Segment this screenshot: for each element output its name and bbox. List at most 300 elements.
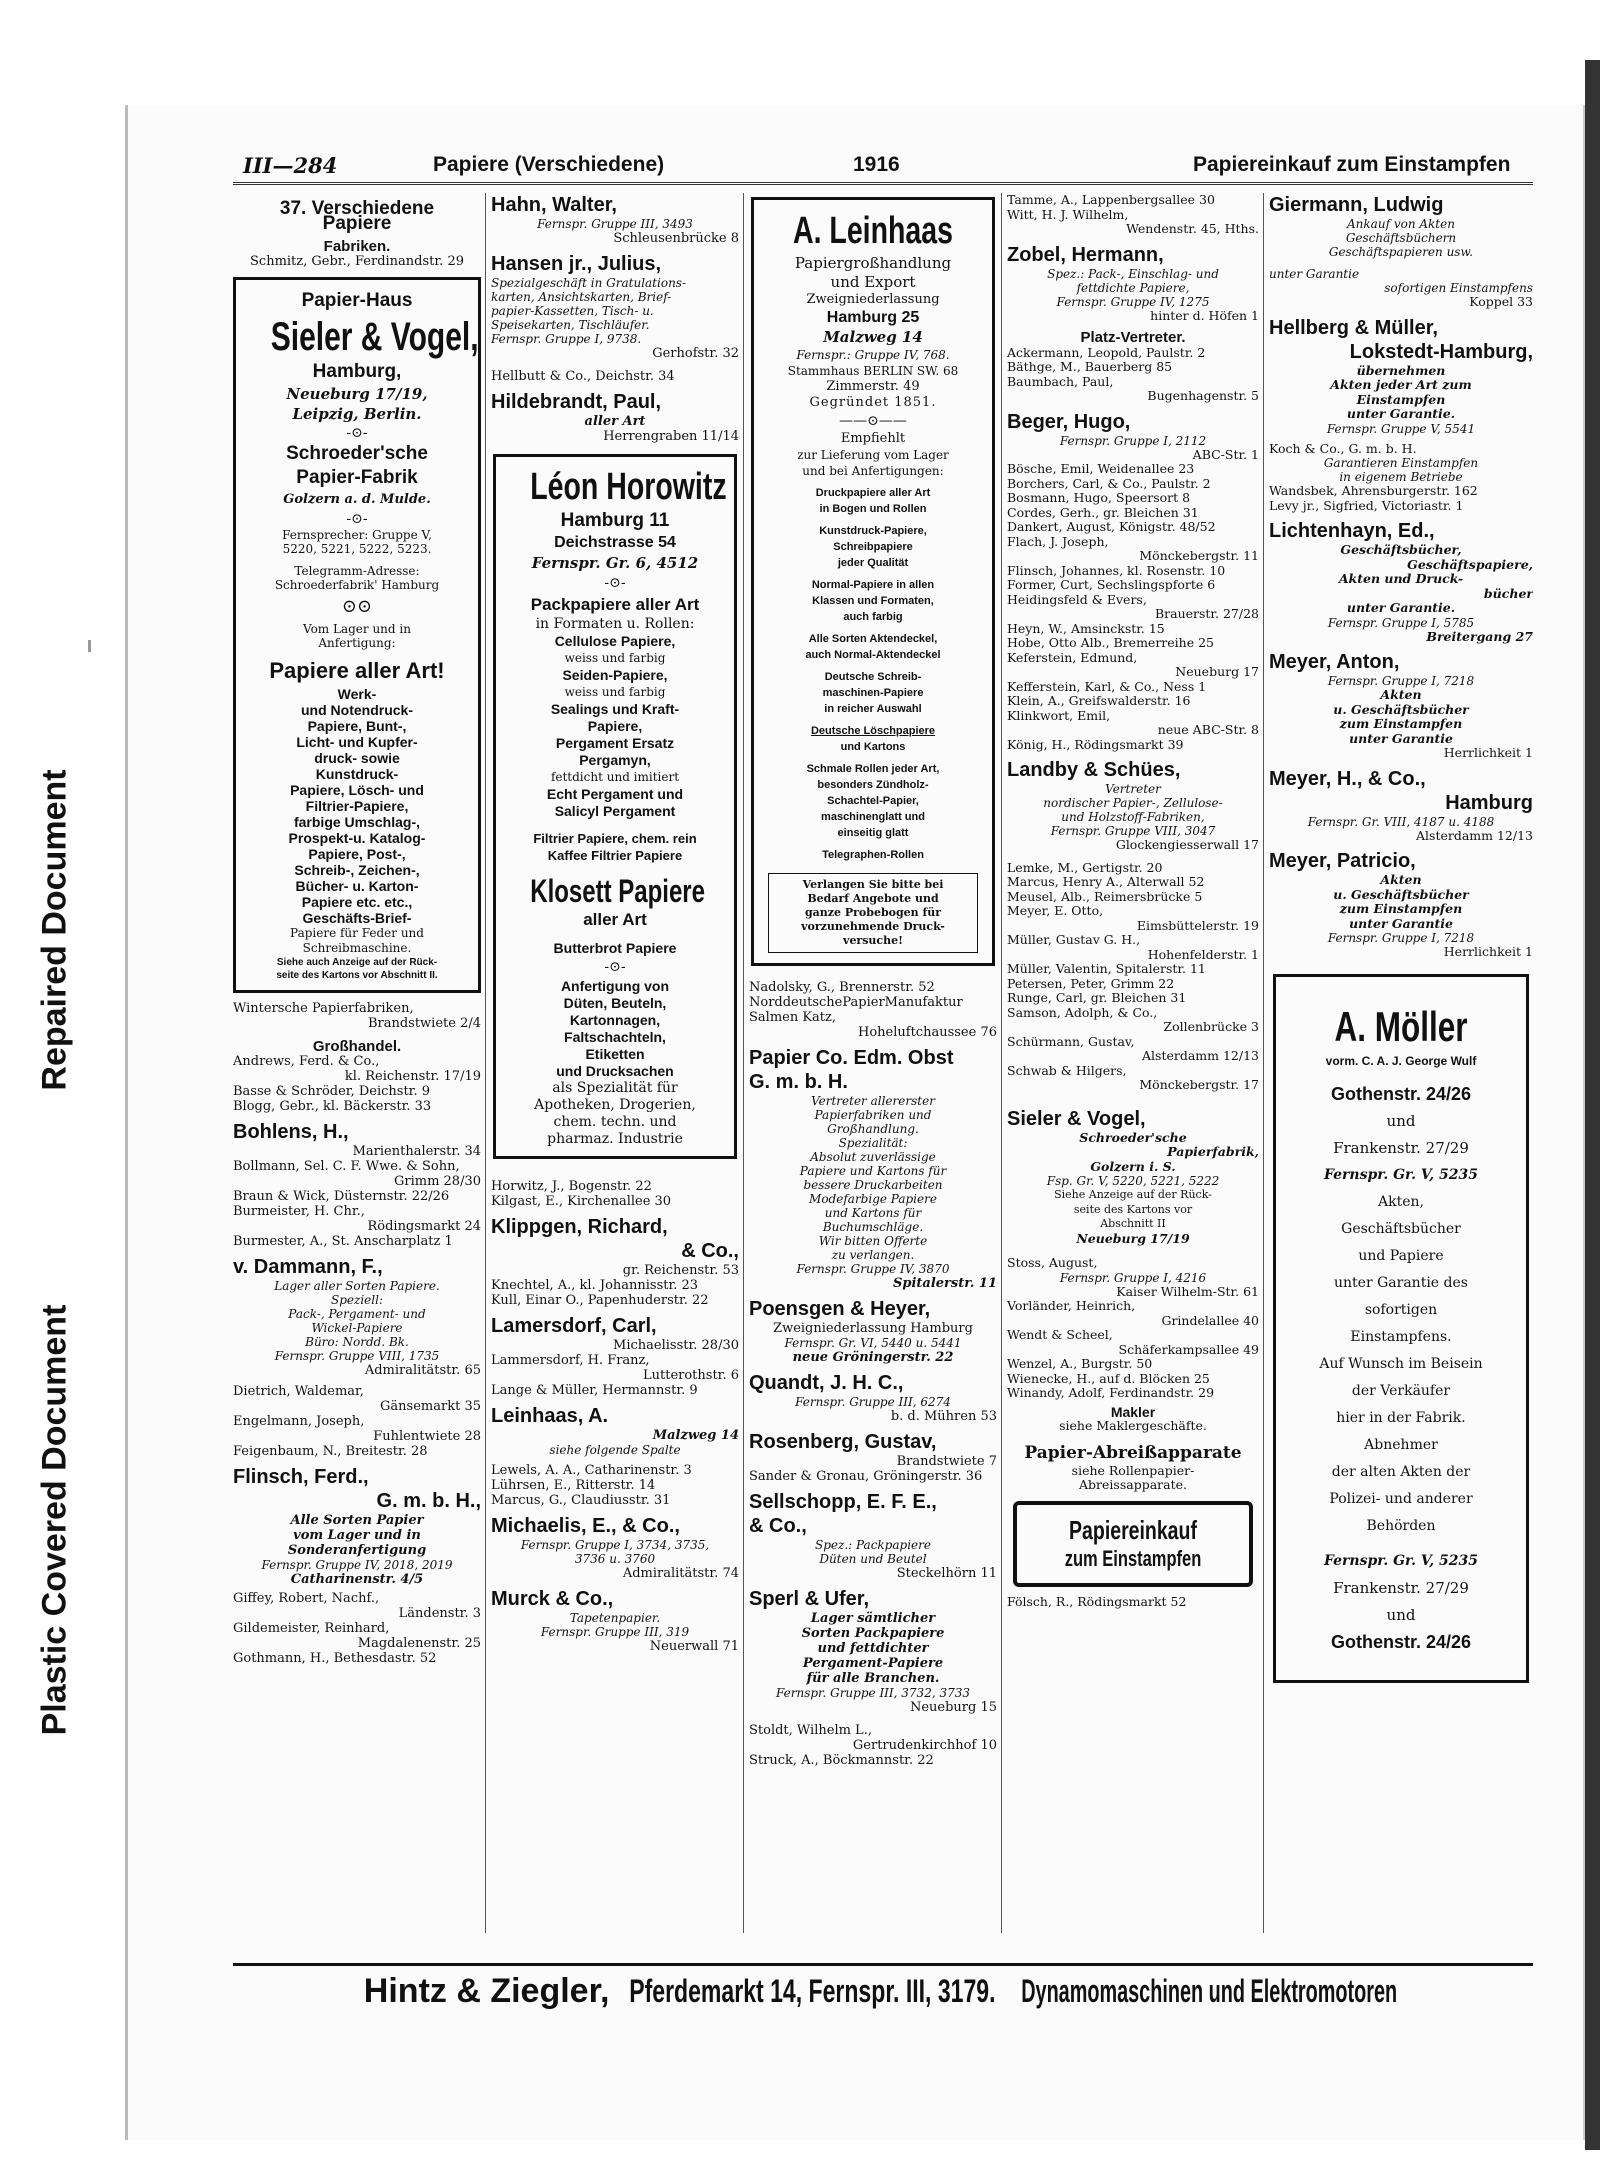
listing: Mönckebergstr. 11 xyxy=(1139,549,1259,563)
listing-detail: Papierfabrik, xyxy=(1167,1145,1259,1159)
listing: Koppel 33 xyxy=(1469,295,1533,309)
scan-edge xyxy=(1585,60,1600,2150)
ad-text: Schachtel-Papier, xyxy=(827,795,919,807)
listing-detail: bücher xyxy=(1483,586,1533,601)
listing: Herrengraben 11/14 xyxy=(603,429,739,444)
listing-detail: Lager aller Sorten Papiere. xyxy=(274,1279,440,1293)
listing: Burmester, A., St. Anscharplatz 1 xyxy=(233,1234,453,1249)
ad-text: Einstampfens. xyxy=(1350,1328,1452,1345)
listing-detail: u. Geschäftsbücher xyxy=(1333,887,1469,902)
listing: Michaelisstr. 28/30 xyxy=(613,1338,739,1353)
ad-text: hier in der Fabrik. xyxy=(1336,1409,1466,1426)
listing-detail: Fernspr. Gruppe I, 2112 xyxy=(1059,433,1207,448)
listing-name: Meyer, Patricio, xyxy=(1269,850,1416,872)
listing: Steckelhörn 11 xyxy=(896,1566,997,1581)
listing-detail: Lager sämtlicher xyxy=(810,1611,936,1626)
listing: Nadolsky, G., Brennerstr. 52 xyxy=(749,980,935,995)
ad-text: Papiere, Post-, xyxy=(308,846,406,862)
ad-text: druck- sowie xyxy=(314,750,400,766)
listing: Kull, Einar O., Papenhuderstr. 22 xyxy=(491,1293,709,1308)
ornament: ⊙⊙ xyxy=(341,596,373,617)
column-5 xyxy=(1269,193,1533,1933)
ad-text: Deutsche Löschpapiere xyxy=(810,725,936,737)
ad-notice-box xyxy=(768,873,978,953)
listing-detail: Fernspr. Gruppe I, 7218 xyxy=(1327,931,1475,945)
listing-detail: siehe folgende Spalte xyxy=(549,1443,681,1457)
ad-company-name: Léon Horowitz xyxy=(530,466,727,508)
listing-detail: Fernspr. Gr. VIII, 4187 u. 4188 xyxy=(1307,814,1495,829)
listing-detail: Geschäftsbüchern xyxy=(1345,231,1457,245)
ad-text: Siehe auch Anzeige auf der Rück- xyxy=(276,957,438,968)
listing: Brandstwiete 2/4 xyxy=(367,1016,481,1031)
ad-company-name: A. Leinhaas xyxy=(793,210,953,252)
ad-text: Neueburg 17/19, xyxy=(286,385,428,403)
listing-detail: Spezialität: xyxy=(838,1136,908,1150)
listing-name: Meyer, Anton, xyxy=(1269,651,1400,673)
listing: Gänsemarkt 35 xyxy=(380,1399,481,1414)
listing: Keferstein, Edmund, xyxy=(1007,650,1138,665)
ad-headline: Papiereinkauf xyxy=(1069,1514,1197,1545)
page-content xyxy=(233,145,1533,2130)
listing: Mönckebergstr. 17 xyxy=(1139,1078,1259,1092)
ad-text: in Bogen und Rollen xyxy=(819,503,927,515)
listing: Tamme, A., Lappenbergsallee 30 xyxy=(1007,193,1215,207)
listing-detail: Fernspr. Gruppe IV, 3870 xyxy=(796,1262,950,1276)
listing: Fuhlentwiete 28 xyxy=(373,1429,481,1444)
ad-text: Apotheken, Drogerien, xyxy=(534,1097,696,1113)
listing-detail: Speziell: xyxy=(331,1293,383,1307)
listing-name: Hahn, Walter, xyxy=(491,194,617,216)
listing: Admiralitätstr. 65 xyxy=(364,1363,481,1378)
section-title: Papiere xyxy=(322,213,392,234)
ad-text: Stammhaus BERLIN SW. 68 xyxy=(787,364,959,378)
listing: Andrews, Ferd. & Co., xyxy=(233,1054,380,1069)
ad-text: Geschäftsbücher xyxy=(1341,1220,1461,1237)
listing-detail: Fsp. Gr. V, 5220, 5221, 5222 xyxy=(1046,1174,1220,1188)
subsection-title: Fabriken. xyxy=(323,238,391,255)
listing-name: Quandt, J. H. C., xyxy=(749,1372,904,1394)
listing-detail: Catharinenstr. 4/5 xyxy=(290,1572,424,1587)
listing: Feigenbaum, N., Breitestr. 28 xyxy=(233,1444,428,1459)
listing-name: Rosenberg, Gustav, xyxy=(749,1431,937,1453)
ad-text: als Spezialität für xyxy=(552,1080,678,1096)
ad-text: auch farbig xyxy=(843,611,903,623)
listing-detail: Pergament-Papiere xyxy=(802,1656,944,1671)
listing: Winandy, Adolf, Ferdinandstr. 29 xyxy=(1007,1386,1215,1400)
column-4 xyxy=(1007,193,1259,1933)
listing-detail: Büro: Nordd. Bk. xyxy=(305,1335,409,1349)
ad-text: Fernspr.: Gruppe IV, 768. xyxy=(796,348,950,362)
column-3 xyxy=(749,193,997,1933)
listing: Hellbutt & Co., Deichstr. 34 xyxy=(491,369,675,384)
header-year: 1916 xyxy=(853,153,900,176)
listing-detail: Einstampfen xyxy=(1356,392,1446,407)
ad-text: Fernspr. Gr. V, 5235 xyxy=(1323,1166,1479,1183)
listing: Müller, Gustav G. H., xyxy=(1007,933,1141,947)
ad-text: auch Normal-Aktendeckel xyxy=(805,649,941,661)
listing-detail: u. Geschäftsbücher xyxy=(1333,702,1469,717)
listing-detail: Papierfabriken und xyxy=(814,1108,932,1122)
listing: Schwab & Hilgers, xyxy=(1007,1063,1127,1078)
ad-text: weiss und farbig xyxy=(564,651,666,665)
ad-text: Papier-Fabrik xyxy=(296,467,418,488)
listing: Wendenstr. 45, Hths. xyxy=(1126,222,1259,236)
ad-text: vorzunehmende Druck- xyxy=(801,920,945,933)
listing: Samson, Adolph, & Co., xyxy=(1007,1005,1158,1020)
ad-company-name: Sieler & Vogel, xyxy=(270,315,479,359)
ad-text: Kartonnagen, xyxy=(569,1012,661,1028)
ornament: -⊙- xyxy=(346,425,368,441)
listing-name: Poensgen & Heyer, xyxy=(749,1298,931,1320)
ad-headline: Packpapiere aller Art xyxy=(530,595,700,614)
ad-text: zum Einstampfen xyxy=(1064,1545,1202,1571)
listing: Marcus, G., Claudiusstr. 31 xyxy=(491,1493,671,1508)
ad-text: Akten, xyxy=(1378,1193,1424,1210)
ad-text: Papiere, xyxy=(587,718,643,734)
ad-text: 5220, 5221, 5222, 5223. xyxy=(282,542,432,556)
listing: Lemke, M., Gertigstr. 20 xyxy=(1007,860,1163,875)
ad-text: Butterbrot Papiere xyxy=(553,940,677,956)
listing-name: & Co., xyxy=(681,1240,739,1262)
listing: Knechtel, A., kl. Johannisstr. 23 xyxy=(491,1278,699,1293)
ad-leon-horowitz xyxy=(493,454,737,1159)
ad-text: Licht- und Kupfer- xyxy=(296,734,418,750)
ad-text: und xyxy=(1386,1605,1416,1624)
listing: Meusel, Alb., Reimersbrücke 5 xyxy=(1007,889,1203,904)
listing-detail: Akten und Druck- xyxy=(1338,572,1464,586)
listing: Witt, H. J. Wilhelm, xyxy=(1007,207,1129,222)
listing: Brandstwiete 7 xyxy=(896,1454,997,1469)
listing-detail: neue Gröningerstr. 22 xyxy=(792,1350,954,1365)
listing-name: & Co., xyxy=(749,1515,807,1537)
ad-text: Golzern a. d. Mulde. xyxy=(283,492,431,507)
listing-name: Hildebrandt, Paul, xyxy=(491,391,662,413)
ad-a-moeller xyxy=(1273,974,1529,1683)
listing-name: Beger, Hugo, xyxy=(1007,410,1131,433)
listing: Kilgast, E., Kirchenallee 30 xyxy=(491,1194,672,1209)
ad-text: Hamburg, xyxy=(312,361,402,382)
listing: Flach, J. Joseph, xyxy=(1007,534,1109,549)
ad-text: Normal-Papiere in allen xyxy=(811,579,935,591)
listing: Levy jr., Sigfried, Victoriastr. 1 xyxy=(1269,498,1464,513)
listing-detail: Akten jeder Art zum xyxy=(1330,378,1472,392)
listing: Zweigniederlassung Hamburg xyxy=(773,1321,973,1336)
listing-detail: Geschäftspapieren usw. xyxy=(1328,245,1474,259)
listing: Wienecke, H., auf d. Blöcken 25 xyxy=(1007,1371,1210,1386)
listing: Struck, A., Böckmannstr. 22 xyxy=(749,1753,934,1768)
ad-text: versuche! xyxy=(843,934,903,947)
listing-detail: bessere Druckarbeiten xyxy=(803,1178,943,1192)
listing-detail: zum Einstampfen xyxy=(1339,902,1463,916)
ad-text: Prospekt-u. Katalog- xyxy=(288,830,426,846)
page-number: III—284 xyxy=(243,153,338,178)
ad-text: Empfiehlt xyxy=(840,431,906,446)
listing-detail: Wir bitten Offerte xyxy=(818,1234,928,1248)
listing-detail: Fernspr. Gruppe V, 5541 xyxy=(1326,421,1476,436)
column-2 xyxy=(491,193,739,1933)
listing-detail: Alle Sorten Papier xyxy=(290,1513,424,1528)
listing-detail: und Holzstoff-Fabriken, xyxy=(1061,810,1205,824)
ad-text: aller Art xyxy=(583,910,647,929)
listing-detail: Spez.: Pack-, Einschlag- und xyxy=(1047,266,1219,281)
listing: ABC-Str. 1 xyxy=(1192,447,1259,462)
plastic-covered-document-label: Plastic Covered Document xyxy=(35,1304,74,1736)
ad-text: Geschäfts-Brief- xyxy=(302,910,412,926)
listing-detail: Sonderanfertigung xyxy=(287,1543,427,1558)
left-label-strip xyxy=(0,0,110,2177)
listing: kl. Reichenstr. 17/19 xyxy=(344,1069,481,1084)
listing: König, H., Rödingsmarkt 39 xyxy=(1007,737,1184,752)
listing-detail: Fernspr. Gruppe I, 7218 xyxy=(1327,674,1475,688)
listing: Bugenhagenstr. 5 xyxy=(1147,389,1259,403)
listing-name: Meyer, H., & Co., xyxy=(1269,767,1426,790)
ad-text: Zimmerstr. 49 xyxy=(826,379,920,394)
ad-text: Vom Lager und in xyxy=(303,622,411,636)
listing-detail: Pack-, Pergament- und xyxy=(288,1307,426,1321)
listing-detail: Speisekarten, Tischläufer. xyxy=(491,318,650,332)
ad-text: Telegraphen-Rollen xyxy=(822,849,924,861)
listing: Braun & Wick, Düsternstr. 22/26 xyxy=(233,1189,450,1204)
listing-name: Zobel, Hermann, xyxy=(1007,243,1164,266)
listing: neue ABC-Str. 8 xyxy=(1157,723,1259,737)
listing-detail: unter Garantie. xyxy=(1346,601,1456,615)
listing-detail: Akten xyxy=(1380,688,1422,702)
listing-detail: Absolut zuverlässige xyxy=(810,1150,936,1164)
listing: Dankert, August, Königstr. 48/52 xyxy=(1007,520,1216,534)
listing: Abreissapparate. xyxy=(1079,1478,1187,1492)
listing: Gerhofstr. 32 xyxy=(652,346,739,361)
listing-detail: aller Art xyxy=(584,414,646,429)
ad-text: Polizei- und anderer xyxy=(1329,1490,1473,1507)
listing: Petersen, Peter, Grimm 22 xyxy=(1007,976,1175,991)
listing: NorddeutschePapierManufaktur xyxy=(749,995,963,1010)
ad-text: sofortigen xyxy=(1364,1301,1438,1318)
listing-name: Bohlens, H., xyxy=(233,1121,349,1143)
listing: Neueburg 17 xyxy=(1175,665,1259,679)
ad-text: Echt Pergament und xyxy=(546,786,684,802)
ad-text: Sealings und Kraft- xyxy=(550,701,680,717)
listing-detail: Golzern i. S. xyxy=(1090,1159,1176,1174)
ad-text: Anfertigung: xyxy=(318,636,396,650)
listing-detail: Tapetenpapier. xyxy=(569,1611,661,1625)
ad-text: Kunstdruck- xyxy=(315,766,399,782)
listing-detail: Großhandlung. xyxy=(827,1122,919,1136)
ad-text: fettdicht und imitiert xyxy=(550,770,680,784)
listing: Lange & Müller, Hermannstr. 9 xyxy=(491,1383,698,1398)
ad-text: Frankenstr. 27/29 xyxy=(1333,1578,1469,1597)
ad-text: Schreib-, Zeichen-, xyxy=(294,862,420,878)
listing-name: Lichtenhayn, Ed., xyxy=(1269,520,1435,542)
footer-address: Pferdemarkt 14, Fernspr. III, 3179. xyxy=(629,1973,996,2009)
listing: Ländenstr. 3 xyxy=(398,1606,481,1621)
listing: Bäthge, M., Bauerberg 85 xyxy=(1007,360,1173,374)
ad-text: Schmale Rollen jeder Art, xyxy=(806,763,940,775)
ad-text: Hamburg 11 xyxy=(560,510,670,531)
footer-company: Hintz & Ziegler, xyxy=(363,1972,610,2010)
ornament: ——⊙—— xyxy=(839,413,907,429)
ad-text: Werk- xyxy=(337,686,377,702)
listing-detail: Wickel-Papiere xyxy=(311,1321,403,1335)
ad-text: vorm. C. A. J. George Wulf xyxy=(1325,1053,1477,1068)
listing-detail: nordischer Papier-, Zellulose- xyxy=(1043,796,1223,810)
listing-detail: Akten xyxy=(1380,873,1422,887)
ad-text: Deutsche Schreib- xyxy=(824,671,922,683)
ad-text: und Papiere xyxy=(1358,1247,1444,1264)
ad-text: in reicher Auswahl xyxy=(824,703,922,715)
column-rule xyxy=(485,193,486,1933)
listing: siehe Maklergeschäfte. xyxy=(1059,1419,1207,1433)
listing: Bosmann, Hugo, Speersort 8 xyxy=(1007,491,1191,505)
listing: Schmitz, Gebr., Ferdinandstr. 29 xyxy=(250,254,464,269)
listing-detail: Vertreter xyxy=(1105,782,1161,796)
listing: Wenzel, A., Burgstr. 50 xyxy=(1007,1357,1153,1371)
listing: Bösche, Emil, Weidenallee 23 xyxy=(1007,462,1195,476)
listing-detail: zum Einstampfen xyxy=(1339,717,1463,731)
listing-detail: Spezialgeschäft in Gratulations- xyxy=(491,276,687,290)
listing-detail: unter Garantie xyxy=(1269,267,1360,281)
ad-text: und Notendruck- xyxy=(301,702,413,718)
ad-text: Salicyl Pergament xyxy=(554,803,676,819)
ad-text: Kunstdruck-Papiere, xyxy=(819,525,927,537)
listing-name: Landby & Schües, xyxy=(1007,759,1181,781)
listing-detail: Schroeder'sche xyxy=(1079,1130,1187,1145)
ad-company-name: A. Möller xyxy=(1334,1002,1468,1050)
ad-text: Druckpapiere aller Art xyxy=(815,487,931,499)
ad-text: Malzweg 14 xyxy=(823,328,923,346)
listing: Fölsch, R., Rödingsmarkt 52 xyxy=(1007,1594,1187,1609)
listing-name: Hansen jr., Julius, xyxy=(491,253,662,275)
listing: Lewels, A. A., Catharinenstr. 3 xyxy=(491,1463,692,1478)
ornament: -⊙- xyxy=(346,511,368,527)
footer-advertisement xyxy=(233,1963,1533,2017)
ad-text: Verlangen Sie bitte bei xyxy=(802,878,944,891)
listing-detail: Fernspr. Gruppe VIII, 3047 xyxy=(1050,824,1216,838)
listing-name: Sieler & Vogel, xyxy=(1007,1107,1146,1130)
listing: Horwitz, J., Bogenstr. 22 xyxy=(491,1179,652,1194)
listing-detail: sofortigen Einstampfens xyxy=(1384,281,1533,295)
ad-text: Fernsprecher: Gruppe V, xyxy=(282,528,432,542)
ad-text: Hamburg 25 xyxy=(826,309,920,326)
listing-detail: Fernspr. Gruppe III, 3493 xyxy=(537,217,693,231)
ad-text: Kaffee Filtrier Papiere xyxy=(547,848,683,863)
listing: Magdalenenstr. 25 xyxy=(357,1636,481,1651)
listing-detail: Ankauf von Akten xyxy=(1347,217,1455,231)
listing: Hoheluftchaussee 76 xyxy=(858,1025,997,1040)
listing: Zollenbrücke 3 xyxy=(1163,1020,1259,1034)
listing: Giffey, Robert, Nachf., xyxy=(233,1591,380,1606)
listing: Basse & Schröder, Deichstr. 9 xyxy=(233,1084,430,1099)
listing: Rödingsmarkt 24 xyxy=(367,1219,481,1234)
ad-text: Papier-Haus xyxy=(301,290,413,311)
listing: Baumbach, Paul, xyxy=(1007,374,1114,389)
ad-text: Auf Wunsch im Beisein xyxy=(1319,1355,1483,1372)
ad-text: und Export xyxy=(830,273,916,291)
listing-name: Lamersdorf, Carl, xyxy=(491,1315,657,1337)
listing: Abschnitt II xyxy=(1100,1217,1166,1230)
listing: Gildemeister, Reinhard, xyxy=(233,1621,390,1636)
ad-text: Zweigniederlassung xyxy=(806,292,940,307)
ad-text: Schreibmaschine. xyxy=(302,941,412,955)
listing-detail: Düten und Beutel xyxy=(819,1552,927,1566)
header-left-title: Papiere (Verschiedene) xyxy=(433,153,665,176)
listing: Borchers, Carl, & Co., Paulstr. 2 xyxy=(1007,476,1211,491)
ad-text: und xyxy=(1386,1111,1416,1130)
ad-text: Papiere, Bunt-, xyxy=(307,718,407,734)
listing: Sander & Gronau, Gröningerstr. 36 xyxy=(749,1469,983,1484)
listing: Flinsch, Johannes, kl. Rosenstr. 10 xyxy=(1007,563,1226,578)
ad-text: Klassen und Formaten, xyxy=(812,595,934,607)
listing: Vorländer, Heinrich, xyxy=(1007,1299,1136,1313)
ad-text: Faltschachteln, xyxy=(564,1029,666,1045)
ad-text: chem. techn. und xyxy=(553,1114,677,1130)
listing-detail: zu verlangen. xyxy=(831,1248,915,1262)
ad-text: Papiere etc. etc., xyxy=(301,894,413,910)
ad-text: zur Lieferung vom Lager xyxy=(797,448,949,462)
listing-detail: Fernspr. Gruppe VIII, 1735 xyxy=(274,1349,440,1363)
listing-detail: und Kartons für xyxy=(824,1206,922,1220)
listing-detail: Fernspr. Gruppe IV, 1275 xyxy=(1056,294,1210,309)
listing: Lutterothstr. 6 xyxy=(642,1368,739,1383)
listing: Blogg, Gebr., kl. Bäckerstr. 33 xyxy=(233,1099,432,1114)
listing-name: Sellschopp, E. F. E., xyxy=(749,1491,937,1513)
subsection-title: Makler xyxy=(1110,1403,1156,1420)
listing: Heyn, W., Amsinckstr. 15 xyxy=(1007,621,1165,636)
listing: Stoldt, Wilhelm L., xyxy=(749,1723,872,1738)
section-title: 37. Verschiedene xyxy=(279,198,435,219)
listing-detail: unter Garantie. xyxy=(1346,407,1456,421)
listing-detail: Geschäftsbücher, xyxy=(1340,543,1462,557)
ad-text: Gothenstr. 24/26 xyxy=(1330,1631,1472,1652)
listing: Burmeister, H. Chr., xyxy=(233,1204,365,1219)
listing: Klein, A., Greifswalderstr. 16 xyxy=(1007,694,1191,708)
ornament: -⊙- xyxy=(604,959,626,975)
ad-text: Schreibpapiere xyxy=(833,541,913,553)
listing: Ackermann, Leopold, Paulstr. 2 xyxy=(1007,345,1206,360)
listing: Schleusenbrücke 8 xyxy=(613,231,739,246)
listing-detail: papier-Kassetten, Tisch- u. xyxy=(491,304,654,318)
listing: Klinkwort, Emil, xyxy=(1007,708,1111,723)
listing-detail: Spitalerstr. 11 xyxy=(892,1276,997,1291)
ad-text: farbige Umschlag-, xyxy=(293,814,421,830)
ad-text: und bei Anfertigungen: xyxy=(802,464,944,478)
ad-text: Pergament Ersatz xyxy=(555,735,675,751)
ad-text: ganze Probebogen für xyxy=(804,906,942,919)
listing: Cordes, Gerh., gr. Bleichen 31 xyxy=(1007,505,1199,520)
ad-text: Leipzig, Berlin. xyxy=(292,405,422,423)
listing-detail: Sorten Packpapiere xyxy=(801,1626,945,1641)
ad-text: Alle Sorten Aktendeckel, xyxy=(808,633,938,645)
listing: Dietrich, Waldemar, xyxy=(233,1384,364,1399)
ad-text: Gothenstr. 24/26 xyxy=(1330,1083,1472,1104)
listing-name: Hellberg & Müller, xyxy=(1269,316,1438,339)
listing-detail: Vertreter allererster xyxy=(811,1094,935,1108)
listing-detail: karten, Ansichtskarten, Brief- xyxy=(491,290,672,304)
ad-text: Pergamyn, xyxy=(579,752,651,768)
ad-sieler-vogel xyxy=(233,277,481,993)
footer-products: Dynamomaschinen und Elektromotoren xyxy=(1021,1973,1398,2009)
ad-text: und Drucksachen xyxy=(556,1063,674,1079)
ad-text: der alten Akten der xyxy=(1331,1463,1471,1480)
listing: b. d. Mühren 53 xyxy=(890,1409,997,1424)
listing: Gothmann, H., Bethesdastr. 52 xyxy=(233,1651,437,1666)
ad-text: Anfertigung von xyxy=(560,978,670,994)
listing: Alsterdamm 12/13 xyxy=(1142,1049,1259,1063)
listing: Koch & Co., G. m. b. H. xyxy=(1269,441,1417,456)
listing-detail: Modefarbige Papiere xyxy=(809,1192,937,1206)
listing: Wendt & Scheel, xyxy=(1007,1328,1113,1342)
ad-papiereinkauf-box xyxy=(1013,1501,1253,1587)
listing: Eimsbüttelerstr. 19 xyxy=(1136,918,1259,933)
